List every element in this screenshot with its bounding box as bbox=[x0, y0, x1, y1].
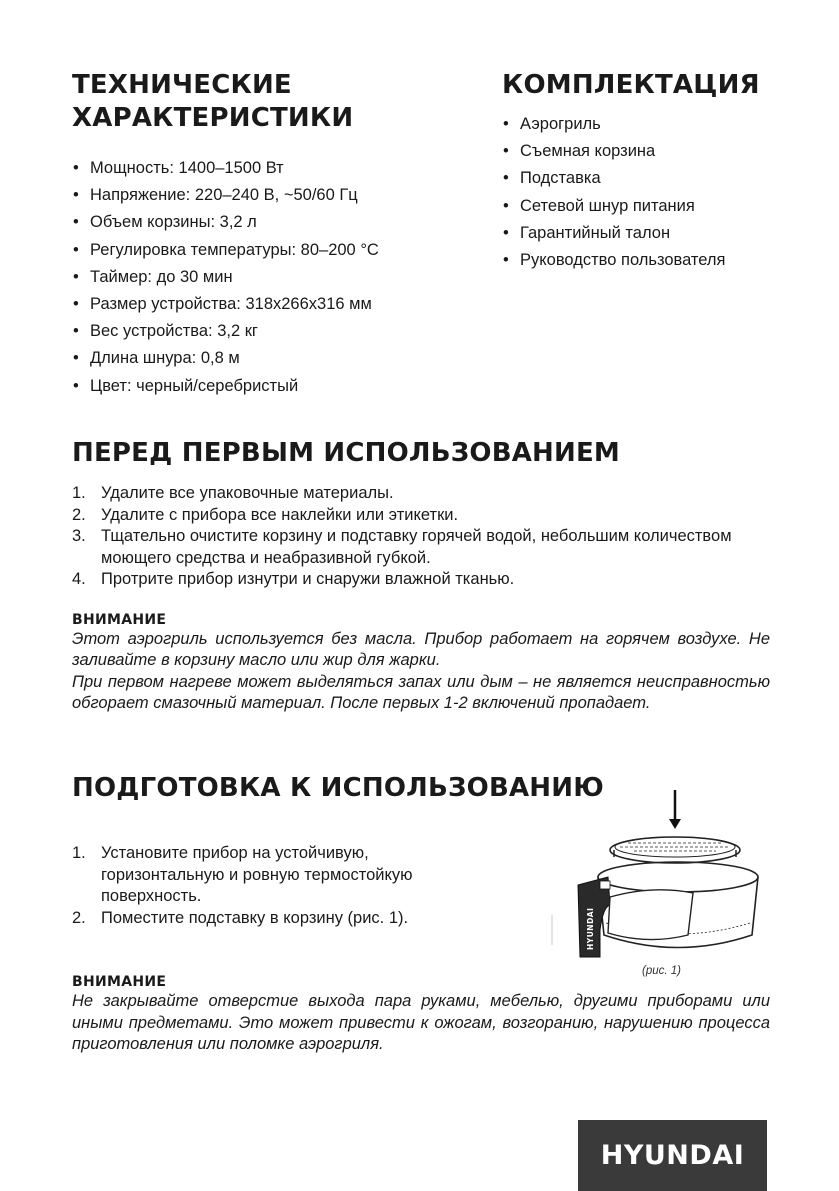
package-section bbox=[502, 69, 802, 274]
list-item: • Напряжение: 220–240 В, ~50/60 Гц bbox=[72, 182, 472, 209]
step-number: 4. bbox=[72, 570, 86, 588]
list-item: • Съемная корзина bbox=[502, 138, 802, 165]
warning-text: Не закрывайте отверстие выхода пара руками, мебелью, другими приборами или иными предметами. Это может привести к ожогам, возгоранию, нарушению процесса приготовления или поломке аэрогриля. bbox=[72, 992, 770, 1053]
warning-title: ВНИМАНИЕ bbox=[72, 974, 167, 990]
specs-title-line2: ХАРАКТЕРИСТИКИ bbox=[72, 103, 354, 133]
list-item: • Вес устройства: 3,2 кг bbox=[72, 318, 472, 345]
list-item: • Мощность: 1400–1500 Вт bbox=[72, 155, 472, 182]
step-text: Поместите подставку в корзину (рис. 1). bbox=[101, 908, 409, 927]
figure-caption: (рис. 1) bbox=[642, 965, 681, 977]
list-item: • Размер устройства: 318х266х316 мм bbox=[72, 291, 472, 318]
package-list bbox=[502, 111, 802, 274]
step-text: Удалите все упаковочные материалы. bbox=[101, 484, 394, 502]
list-item bbox=[72, 505, 770, 527]
preparation-warning bbox=[72, 973, 770, 1056]
step-number: 3. bbox=[72, 527, 86, 545]
step-text: Удалите с прибора все наклейки или этикетки. bbox=[101, 505, 459, 524]
step-text: Установите прибор на устойчивую, горизонтальную и ровную термостойкую поверхность. bbox=[101, 844, 413, 905]
before-first-use-steps bbox=[72, 483, 770, 591]
before-first-use-section bbox=[72, 437, 770, 715]
step-text: Тщательно очистите корзину и подставку горячей водой, небольшим количеством моющего средства и неабразивной губкой. bbox=[101, 527, 732, 567]
list-item bbox=[72, 908, 452, 930]
specs-title-line1: ТЕХНИЧЕСКИЕ bbox=[72, 70, 292, 100]
specs-list bbox=[72, 155, 472, 400]
step-text: Протрите прибор изнутри и снаружи влажной тканью. bbox=[101, 570, 515, 588]
specs-title bbox=[72, 69, 472, 135]
specs-section bbox=[72, 69, 472, 400]
handle-logo: HYUNDAI bbox=[586, 907, 595, 950]
preparation-steps bbox=[72, 843, 452, 929]
warning-title: ВНИМАНИЕ bbox=[72, 611, 167, 628]
step-number: 1. bbox=[72, 484, 86, 502]
before-first-use-title: ПЕРЕД ПЕРВЫМ ИСПОЛЬЗОВАНИЕМ bbox=[72, 438, 620, 468]
warning-text: Этот аэрогриль используется без масла. Прибор работает на горячем воздухе. Не заливайте в корзину масло или жир для жарки. bbox=[72, 629, 770, 669]
preparation-title: ПОДГОТОВКА К ИСПОЛЬЗОВАНИЮ bbox=[72, 773, 604, 803]
list-item: • Руководство пользователя bbox=[502, 247, 802, 274]
list-item: • Цвет: черный/серебристый bbox=[72, 373, 472, 400]
step-number: 2. bbox=[72, 505, 86, 524]
list-item: • Сетевой шнур питания bbox=[502, 193, 802, 220]
step-number: 2. bbox=[72, 908, 86, 927]
hyundai-logo: HYUNDAI bbox=[578, 1120, 767, 1191]
warning-text: При первом нагреве может выделяться запах или дым – не является неисправностью обгорает смазочный материал. После первых 1-2 включений пропадает. bbox=[72, 672, 770, 712]
basket-illustration bbox=[548, 785, 770, 965]
list-item: • Аэрогриль bbox=[502, 111, 802, 138]
arrow-down-icon bbox=[669, 790, 681, 829]
step-number: 1. bbox=[72, 844, 86, 862]
list-item bbox=[72, 569, 770, 591]
list-item: • Подставка bbox=[502, 165, 802, 192]
list-item: • Регулировка температуры: 80–200 °С bbox=[72, 237, 472, 264]
list-item: • Гарантийный талон bbox=[502, 220, 802, 247]
list-item: • Длина шнура: 0,8 м bbox=[72, 345, 472, 372]
list-item: • Объем корзины: 3,2 л bbox=[72, 209, 472, 236]
list-item bbox=[72, 483, 770, 505]
figure-basket bbox=[548, 785, 770, 985]
list-item: • Таймер: до 30 мин bbox=[72, 264, 472, 291]
package-title: КОМПЛЕКТАЦИЯ bbox=[502, 70, 760, 100]
list-item bbox=[72, 843, 452, 908]
list-item bbox=[72, 526, 770, 569]
rack-icon bbox=[610, 837, 740, 863]
